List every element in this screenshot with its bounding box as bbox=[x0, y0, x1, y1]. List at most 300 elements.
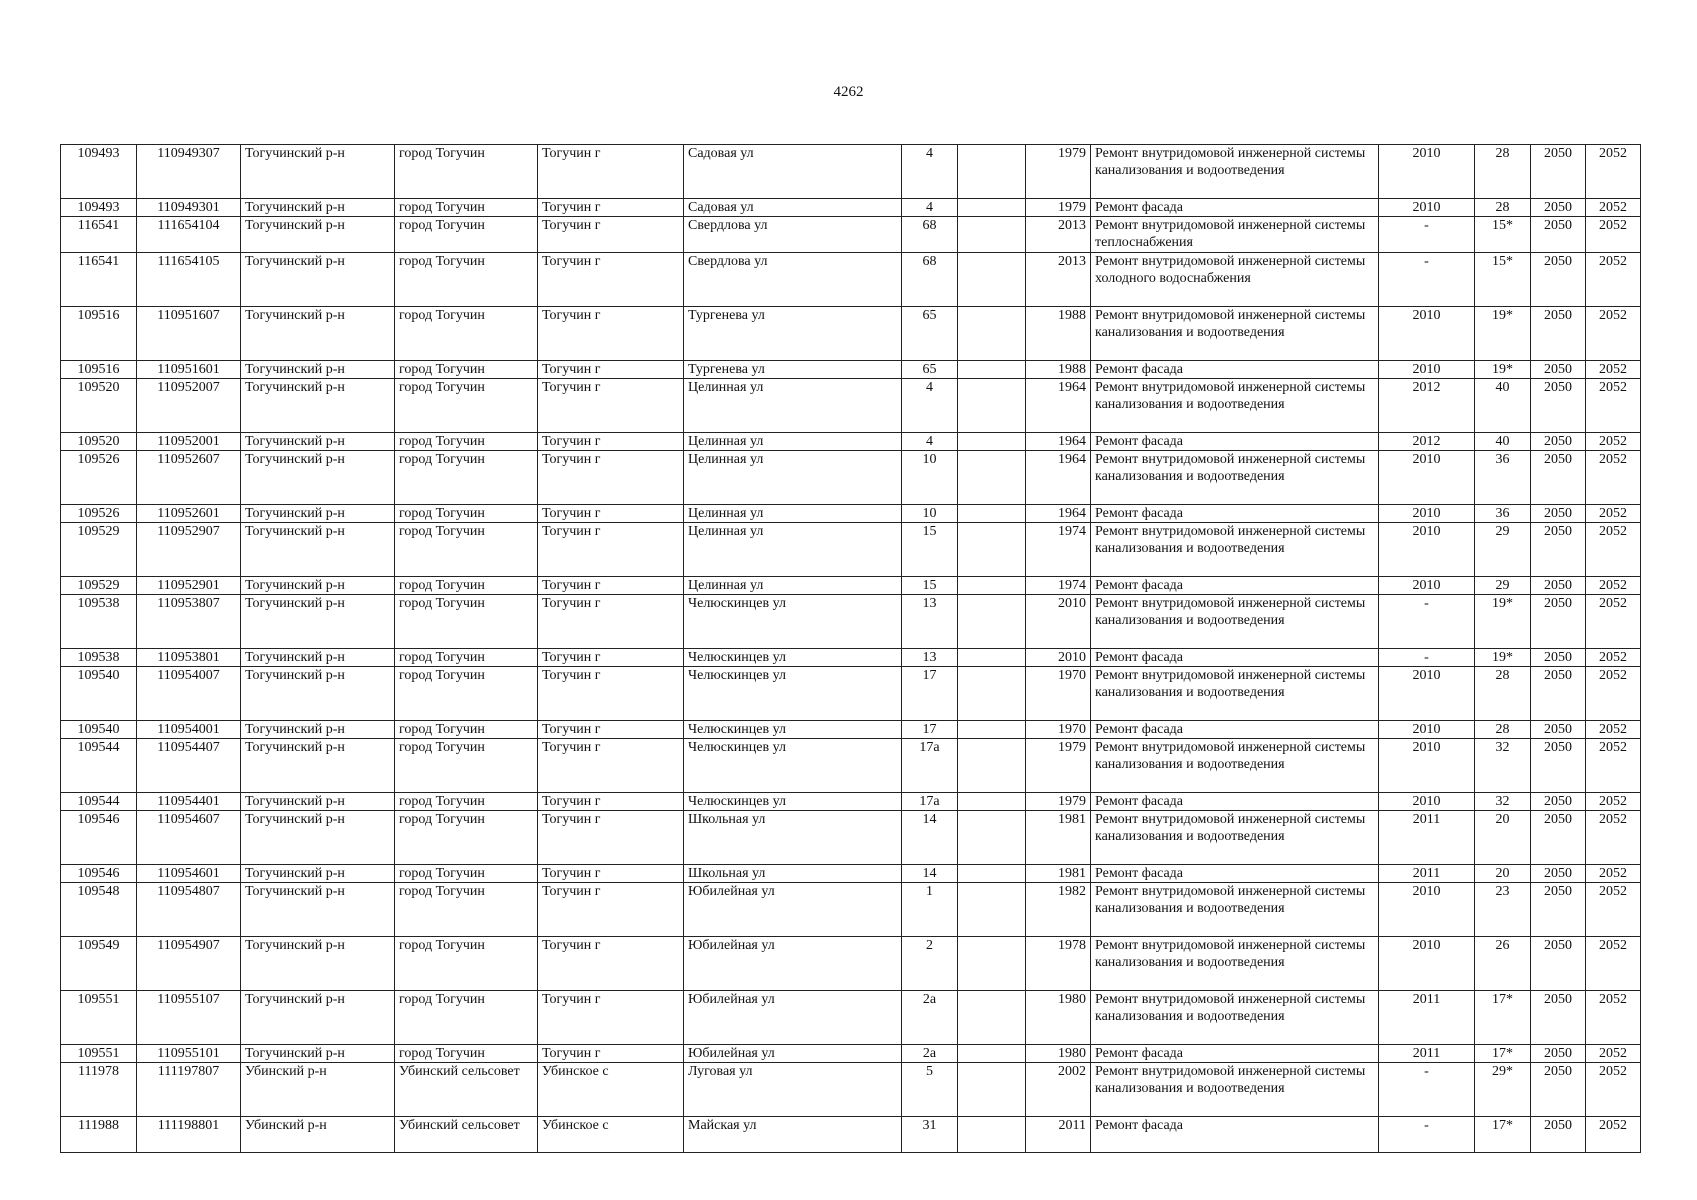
cell-street: Челюскинцев ул bbox=[684, 793, 902, 811]
cell-municipality: Убинский сельсовет bbox=[395, 1063, 538, 1117]
cell-district: Тогучинский р-н bbox=[241, 739, 395, 793]
cell-wear: 17* bbox=[1475, 991, 1531, 1045]
cell-district: Тогучинский р-н bbox=[241, 361, 395, 379]
cell-plan-to: 2052 bbox=[1586, 307, 1641, 361]
cell-street: Садовая ул bbox=[684, 145, 902, 199]
cell-plan-from: 2050 bbox=[1531, 505, 1586, 523]
cell-work-type: Ремонт внутридомовой инженерной системы канализования и водоотведения bbox=[1091, 739, 1379, 793]
cell-extra bbox=[958, 1045, 1026, 1063]
cell-extra bbox=[958, 649, 1026, 667]
cell-street: Челюскинцев ул bbox=[684, 595, 902, 649]
cell-code: 110952601 bbox=[137, 505, 241, 523]
cell-work-type: Ремонт внутридомовой инженерной системы канализования и водоотведения bbox=[1091, 523, 1379, 577]
table-row bbox=[61, 739, 1641, 793]
cell-wear: 28 bbox=[1475, 721, 1531, 739]
cell-municipality: город Тогучин bbox=[395, 937, 538, 991]
cell-street: Юбилейная ул bbox=[684, 937, 902, 991]
cell-house: 1 bbox=[902, 883, 958, 937]
cell-year-built: 2013 bbox=[1026, 253, 1091, 307]
cell-year-built: 1970 bbox=[1026, 667, 1091, 721]
cell-municipality: город Тогучин bbox=[395, 145, 538, 199]
cell-plan-to: 2052 bbox=[1586, 1045, 1641, 1063]
cell-year-built: 1978 bbox=[1026, 937, 1091, 991]
cell-code: 110954001 bbox=[137, 721, 241, 739]
cell-work-type: Ремонт фасада bbox=[1091, 433, 1379, 451]
cell-code: 110955101 bbox=[137, 1045, 241, 1063]
cell-district: Тогучинский р-н bbox=[241, 577, 395, 595]
cell-municipality: город Тогучин bbox=[395, 793, 538, 811]
cell-street: Тургенева ул bbox=[684, 361, 902, 379]
cell-id: 109493 bbox=[61, 145, 137, 199]
cell-code: 110954401 bbox=[137, 793, 241, 811]
cell-district: Тогучинский р-н bbox=[241, 865, 395, 883]
cell-district: Тогучинский р-н bbox=[241, 217, 395, 253]
cell-house: 15 bbox=[902, 523, 958, 577]
cell-id: 109529 bbox=[61, 577, 137, 595]
cell-locality: Тогучин г bbox=[538, 937, 684, 991]
cell-work-type: Ремонт внутридомовой инженерной системы канализования и водоотведения bbox=[1091, 307, 1379, 361]
cell-district: Тогучинский р-н bbox=[241, 307, 395, 361]
cell-work-type: Ремонт внутридомовой инженерной системы канализования и водоотведения bbox=[1091, 379, 1379, 433]
cell-wear: 19* bbox=[1475, 649, 1531, 667]
cell-wear: 20 bbox=[1475, 811, 1531, 865]
cell-extra bbox=[958, 253, 1026, 307]
cell-street: Целинная ул bbox=[684, 379, 902, 433]
cell-plan-from: 2050 bbox=[1531, 379, 1586, 433]
cell-district: Тогучинский р-н bbox=[241, 595, 395, 649]
cell-work-type: Ремонт внутридомовой инженерной системы канализования и водоотведения bbox=[1091, 811, 1379, 865]
cell-municipality: город Тогучин bbox=[395, 433, 538, 451]
table-row bbox=[61, 883, 1641, 937]
cell-locality: Тогучин г bbox=[538, 739, 684, 793]
cell-last-repair: 2011 bbox=[1379, 811, 1475, 865]
table-row bbox=[61, 433, 1641, 451]
cell-last-repair: 2010 bbox=[1379, 307, 1475, 361]
cell-id: 116541 bbox=[61, 253, 137, 307]
cell-locality: Тогучин г bbox=[538, 379, 684, 433]
cell-street: Челюскинцев ул bbox=[684, 721, 902, 739]
cell-plan-from: 2050 bbox=[1531, 577, 1586, 595]
cell-house: 5 bbox=[902, 1063, 958, 1117]
cell-municipality: город Тогучин bbox=[395, 361, 538, 379]
cell-house: 10 bbox=[902, 505, 958, 523]
cell-municipality: город Тогучин bbox=[395, 451, 538, 505]
cell-id: 109546 bbox=[61, 811, 137, 865]
cell-district: Тогучинский р-н bbox=[241, 379, 395, 433]
cell-code: 110955107 bbox=[137, 991, 241, 1045]
cell-street: Целинная ул bbox=[684, 505, 902, 523]
cell-extra bbox=[958, 865, 1026, 883]
cell-locality: Тогучин г bbox=[538, 811, 684, 865]
cell-wear: 28 bbox=[1475, 145, 1531, 199]
cell-extra bbox=[958, 991, 1026, 1045]
cell-work-type: Ремонт фасада bbox=[1091, 721, 1379, 739]
cell-plan-to: 2052 bbox=[1586, 199, 1641, 217]
cell-work-type: Ремонт внутридомовой инженерной системы канализования и водоотведения bbox=[1091, 145, 1379, 199]
cell-wear: 32 bbox=[1475, 739, 1531, 793]
cell-plan-from: 2050 bbox=[1531, 991, 1586, 1045]
cell-street: Юбилейная ул bbox=[684, 991, 902, 1045]
cell-code: 111654105 bbox=[137, 253, 241, 307]
cell-street: Тургенева ул bbox=[684, 307, 902, 361]
cell-work-type: Ремонт внутридомовой инженерной системы теплоснабжения bbox=[1091, 217, 1379, 253]
cell-code: 110952001 bbox=[137, 433, 241, 451]
cell-wear: 19* bbox=[1475, 307, 1531, 361]
cell-plan-from: 2050 bbox=[1531, 883, 1586, 937]
cell-id: 109529 bbox=[61, 523, 137, 577]
cell-last-repair: 2010 bbox=[1379, 739, 1475, 793]
cell-last-repair: 2012 bbox=[1379, 379, 1475, 433]
cell-locality: Тогучин г bbox=[538, 307, 684, 361]
cell-last-repair: - bbox=[1379, 1117, 1475, 1153]
cell-year-built: 1964 bbox=[1026, 379, 1091, 433]
cell-plan-to: 2052 bbox=[1586, 811, 1641, 865]
cell-municipality: город Тогучин bbox=[395, 721, 538, 739]
cell-district: Тогучинский р-н bbox=[241, 937, 395, 991]
cell-house: 10 bbox=[902, 451, 958, 505]
table-row bbox=[61, 217, 1641, 253]
table-row bbox=[61, 145, 1641, 199]
cell-plan-to: 2052 bbox=[1586, 721, 1641, 739]
cell-locality: Тогучин г bbox=[538, 577, 684, 595]
cell-id: 111978 bbox=[61, 1063, 137, 1117]
cell-id: 109544 bbox=[61, 739, 137, 793]
cell-code: 110954907 bbox=[137, 937, 241, 991]
cell-plan-from: 2050 bbox=[1531, 1117, 1586, 1153]
cell-street: Школьная ул bbox=[684, 865, 902, 883]
cell-id: 109549 bbox=[61, 937, 137, 991]
cell-id: 109540 bbox=[61, 667, 137, 721]
cell-plan-from: 2050 bbox=[1531, 793, 1586, 811]
cell-work-type: Ремонт фасада bbox=[1091, 199, 1379, 217]
cell-district: Тогучинский р-н bbox=[241, 649, 395, 667]
cell-street: Целинная ул bbox=[684, 577, 902, 595]
cell-plan-to: 2052 bbox=[1586, 793, 1641, 811]
cell-id: 116541 bbox=[61, 217, 137, 253]
cell-district: Тогучинский р-н bbox=[241, 433, 395, 451]
cell-street: Садовая ул bbox=[684, 199, 902, 217]
cell-municipality: город Тогучин bbox=[395, 253, 538, 307]
cell-locality: Тогучин г bbox=[538, 253, 684, 307]
cell-work-type: Ремонт внутридомовой инженерной системы холодного водоснабжения bbox=[1091, 253, 1379, 307]
table-row bbox=[61, 379, 1641, 433]
cell-wear: 15* bbox=[1475, 253, 1531, 307]
cell-plan-to: 2052 bbox=[1586, 379, 1641, 433]
table-row bbox=[61, 595, 1641, 649]
cell-street: Свердлова ул bbox=[684, 217, 902, 253]
cell-wear: 28 bbox=[1475, 199, 1531, 217]
cell-code: 110954007 bbox=[137, 667, 241, 721]
cell-district: Тогучинский р-н bbox=[241, 793, 395, 811]
cell-house: 17а bbox=[902, 739, 958, 793]
cell-wear: 29 bbox=[1475, 577, 1531, 595]
table-row bbox=[61, 721, 1641, 739]
cell-last-repair: 2010 bbox=[1379, 505, 1475, 523]
cell-year-built: 1979 bbox=[1026, 145, 1091, 199]
cell-wear: 32 bbox=[1475, 793, 1531, 811]
cell-plan-from: 2050 bbox=[1531, 721, 1586, 739]
cell-municipality: город Тогучин bbox=[395, 307, 538, 361]
cell-plan-to: 2052 bbox=[1586, 649, 1641, 667]
cell-plan-to: 2052 bbox=[1586, 1117, 1641, 1153]
table-row bbox=[61, 667, 1641, 721]
cell-street: Школьная ул bbox=[684, 811, 902, 865]
cell-extra bbox=[958, 595, 1026, 649]
cell-work-type: Ремонт фасада bbox=[1091, 793, 1379, 811]
cell-district: Тогучинский р-н bbox=[241, 991, 395, 1045]
cell-locality: Тогучин г bbox=[538, 145, 684, 199]
cell-plan-to: 2052 bbox=[1586, 1063, 1641, 1117]
cell-locality: Тогучин г bbox=[538, 595, 684, 649]
cell-wear: 17* bbox=[1475, 1045, 1531, 1063]
cell-street: Челюскинцев ул bbox=[684, 739, 902, 793]
cell-municipality: город Тогучин bbox=[395, 739, 538, 793]
cell-house: 17 bbox=[902, 721, 958, 739]
cell-work-type: Ремонт фасада bbox=[1091, 649, 1379, 667]
cell-municipality: город Тогучин bbox=[395, 217, 538, 253]
cell-code: 110954607 bbox=[137, 811, 241, 865]
table-row bbox=[61, 649, 1641, 667]
cell-extra bbox=[958, 793, 1026, 811]
cell-plan-from: 2050 bbox=[1531, 253, 1586, 307]
cell-id: 109526 bbox=[61, 505, 137, 523]
cell-plan-from: 2050 bbox=[1531, 667, 1586, 721]
cell-extra bbox=[958, 811, 1026, 865]
cell-year-built: 1980 bbox=[1026, 1045, 1091, 1063]
cell-extra bbox=[958, 379, 1026, 433]
cell-last-repair: 2010 bbox=[1379, 793, 1475, 811]
cell-code: 110951607 bbox=[137, 307, 241, 361]
repair-schedule-table-container bbox=[60, 144, 1641, 1153]
cell-district: Тогучинский р-н bbox=[241, 721, 395, 739]
cell-id: 109520 bbox=[61, 433, 137, 451]
cell-street: Целинная ул bbox=[684, 433, 902, 451]
cell-last-repair: - bbox=[1379, 1063, 1475, 1117]
cell-year-built: 1979 bbox=[1026, 793, 1091, 811]
cell-work-type: Ремонт фасада bbox=[1091, 577, 1379, 595]
cell-district: Тогучинский р-н bbox=[241, 883, 395, 937]
cell-id: 109526 bbox=[61, 451, 137, 505]
cell-plan-from: 2050 bbox=[1531, 523, 1586, 577]
cell-last-repair: - bbox=[1379, 217, 1475, 253]
cell-house: 68 bbox=[902, 217, 958, 253]
cell-locality: Убинское с bbox=[538, 1063, 684, 1117]
cell-street: Челюскинцев ул bbox=[684, 649, 902, 667]
cell-plan-from: 2050 bbox=[1531, 361, 1586, 379]
cell-year-built: 1964 bbox=[1026, 505, 1091, 523]
cell-street: Челюскинцев ул bbox=[684, 667, 902, 721]
cell-wear: 36 bbox=[1475, 451, 1531, 505]
cell-district: Тогучинский р-н bbox=[241, 451, 395, 505]
cell-extra bbox=[958, 217, 1026, 253]
cell-plan-from: 2050 bbox=[1531, 865, 1586, 883]
cell-locality: Тогучин г bbox=[538, 991, 684, 1045]
cell-house: 2а bbox=[902, 1045, 958, 1063]
cell-last-repair: 2010 bbox=[1379, 577, 1475, 595]
page-number: 4262 bbox=[833, 84, 864, 100]
cell-municipality: город Тогучин bbox=[395, 883, 538, 937]
cell-year-built: 1982 bbox=[1026, 883, 1091, 937]
table-row bbox=[61, 361, 1641, 379]
cell-work-type: Ремонт внутридомовой инженерной системы канализования и водоотведения bbox=[1091, 451, 1379, 505]
cell-code: 111197807 bbox=[137, 1063, 241, 1117]
cell-plan-to: 2052 bbox=[1586, 667, 1641, 721]
cell-municipality: город Тогучин bbox=[395, 1045, 538, 1063]
cell-year-built: 1981 bbox=[1026, 811, 1091, 865]
cell-last-repair: 2010 bbox=[1379, 523, 1475, 577]
cell-extra bbox=[958, 307, 1026, 361]
cell-district: Тогучинский р-н bbox=[241, 145, 395, 199]
cell-year-built: 1979 bbox=[1026, 739, 1091, 793]
cell-locality: Убинское с bbox=[538, 1117, 684, 1153]
cell-district: Тогучинский р-н bbox=[241, 199, 395, 217]
cell-id: 109544 bbox=[61, 793, 137, 811]
cell-extra bbox=[958, 1117, 1026, 1153]
table-row bbox=[61, 1045, 1641, 1063]
cell-locality: Тогучин г bbox=[538, 505, 684, 523]
cell-house: 15 bbox=[902, 577, 958, 595]
cell-last-repair: 2010 bbox=[1379, 199, 1475, 217]
cell-plan-to: 2052 bbox=[1586, 217, 1641, 253]
cell-district: Убинский р-н bbox=[241, 1063, 395, 1117]
cell-id: 109516 bbox=[61, 307, 137, 361]
cell-code: 110954407 bbox=[137, 739, 241, 793]
cell-district: Тогучинский р-н bbox=[241, 523, 395, 577]
cell-locality: Тогучин г bbox=[538, 649, 684, 667]
table-row bbox=[61, 199, 1641, 217]
cell-work-type: Ремонт внутридомовой инженерной системы канализования и водоотведения bbox=[1091, 991, 1379, 1045]
cell-plan-from: 2050 bbox=[1531, 595, 1586, 649]
cell-plan-from: 2050 bbox=[1531, 1045, 1586, 1063]
cell-year-built: 1979 bbox=[1026, 199, 1091, 217]
cell-street: Свердлова ул bbox=[684, 253, 902, 307]
cell-plan-to: 2052 bbox=[1586, 577, 1641, 595]
table-row bbox=[61, 1117, 1641, 1153]
table-row bbox=[61, 505, 1641, 523]
cell-house: 4 bbox=[902, 379, 958, 433]
table-row bbox=[61, 451, 1641, 505]
cell-house: 65 bbox=[902, 361, 958, 379]
cell-year-built: 1964 bbox=[1026, 451, 1091, 505]
cell-locality: Тогучин г bbox=[538, 433, 684, 451]
cell-district: Тогучинский р-н bbox=[241, 667, 395, 721]
cell-house: 4 bbox=[902, 145, 958, 199]
table-row bbox=[61, 307, 1641, 361]
cell-year-built: 2011 bbox=[1026, 1117, 1091, 1153]
cell-street: Целинная ул bbox=[684, 451, 902, 505]
cell-house: 68 bbox=[902, 253, 958, 307]
table-row bbox=[61, 793, 1641, 811]
cell-plan-to: 2052 bbox=[1586, 361, 1641, 379]
cell-plan-to: 2052 bbox=[1586, 595, 1641, 649]
cell-municipality: город Тогучин bbox=[395, 649, 538, 667]
cell-code: 110953807 bbox=[137, 595, 241, 649]
cell-wear: 20 bbox=[1475, 865, 1531, 883]
cell-wear: 23 bbox=[1475, 883, 1531, 937]
cell-last-repair: 2012 bbox=[1379, 433, 1475, 451]
cell-work-type: Ремонт фасада bbox=[1091, 505, 1379, 523]
cell-code: 110952901 bbox=[137, 577, 241, 595]
cell-extra bbox=[958, 523, 1026, 577]
repair-schedule-table bbox=[60, 144, 1641, 1153]
cell-extra bbox=[958, 1063, 1026, 1117]
cell-plan-from: 2050 bbox=[1531, 937, 1586, 991]
cell-plan-from: 2050 bbox=[1531, 307, 1586, 361]
cell-work-type: Ремонт фасада bbox=[1091, 1117, 1379, 1153]
cell-district: Тогучинский р-н bbox=[241, 253, 395, 307]
cell-year-built: 1988 bbox=[1026, 307, 1091, 361]
cell-id: 111988 bbox=[61, 1117, 137, 1153]
cell-house: 17а bbox=[902, 793, 958, 811]
cell-extra bbox=[958, 739, 1026, 793]
cell-house: 17 bbox=[902, 667, 958, 721]
cell-municipality: город Тогучин bbox=[395, 199, 538, 217]
cell-last-repair: 2010 bbox=[1379, 361, 1475, 379]
cell-plan-to: 2052 bbox=[1586, 505, 1641, 523]
cell-locality: Тогучин г bbox=[538, 721, 684, 739]
cell-house: 13 bbox=[902, 595, 958, 649]
table-row bbox=[61, 937, 1641, 991]
cell-work-type: Ремонт фасада bbox=[1091, 865, 1379, 883]
cell-locality: Тогучин г bbox=[538, 883, 684, 937]
cell-locality: Тогучин г bbox=[538, 793, 684, 811]
cell-last-repair: 2010 bbox=[1379, 937, 1475, 991]
cell-plan-from: 2050 bbox=[1531, 649, 1586, 667]
cell-plan-from: 2050 bbox=[1531, 1063, 1586, 1117]
cell-work-type: Ремонт внутридомовой инженерной системы канализования и водоотведения bbox=[1091, 883, 1379, 937]
cell-last-repair: 2011 bbox=[1379, 1045, 1475, 1063]
table-body bbox=[61, 145, 1641, 1153]
cell-work-type: Ремонт внутридомовой инженерной системы канализования и водоотведения bbox=[1091, 1063, 1379, 1117]
cell-street: Юбилейная ул bbox=[684, 1045, 902, 1063]
cell-plan-from: 2050 bbox=[1531, 199, 1586, 217]
cell-extra bbox=[958, 667, 1026, 721]
cell-municipality: город Тогучин bbox=[395, 595, 538, 649]
cell-locality: Тогучин г bbox=[538, 1045, 684, 1063]
cell-code: 110949307 bbox=[137, 145, 241, 199]
cell-code: 110951601 bbox=[137, 361, 241, 379]
cell-district: Убинский р-н bbox=[241, 1117, 395, 1153]
table-row bbox=[61, 577, 1641, 595]
cell-municipality: город Тогучин bbox=[395, 991, 538, 1045]
table-row bbox=[61, 1063, 1641, 1117]
cell-id: 109520 bbox=[61, 379, 137, 433]
cell-year-built: 1964 bbox=[1026, 433, 1091, 451]
cell-house: 13 bbox=[902, 649, 958, 667]
cell-plan-to: 2052 bbox=[1586, 145, 1641, 199]
cell-plan-to: 2052 bbox=[1586, 451, 1641, 505]
cell-last-repair: - bbox=[1379, 595, 1475, 649]
cell-extra bbox=[958, 577, 1026, 595]
cell-id: 109493 bbox=[61, 199, 137, 217]
cell-code: 110954601 bbox=[137, 865, 241, 883]
cell-house: 31 bbox=[902, 1117, 958, 1153]
cell-plan-to: 2052 bbox=[1586, 937, 1641, 991]
cell-work-type: Ремонт внутридомовой инженерной системы канализования и водоотведения bbox=[1091, 667, 1379, 721]
cell-year-built: 1980 bbox=[1026, 991, 1091, 1045]
cell-locality: Тогучин г bbox=[538, 217, 684, 253]
cell-house: 2 bbox=[902, 937, 958, 991]
cell-municipality: город Тогучин bbox=[395, 379, 538, 433]
cell-work-type: Ремонт фасада bbox=[1091, 1045, 1379, 1063]
cell-plan-to: 2052 bbox=[1586, 865, 1641, 883]
cell-municipality: город Тогучин bbox=[395, 667, 538, 721]
cell-work-type: Ремонт внутридомовой инженерной системы канализования и водоотведения bbox=[1091, 595, 1379, 649]
cell-last-repair: 2010 bbox=[1379, 451, 1475, 505]
cell-district: Тогучинский р-н bbox=[241, 1045, 395, 1063]
table-row bbox=[61, 991, 1641, 1045]
table-row bbox=[61, 811, 1641, 865]
